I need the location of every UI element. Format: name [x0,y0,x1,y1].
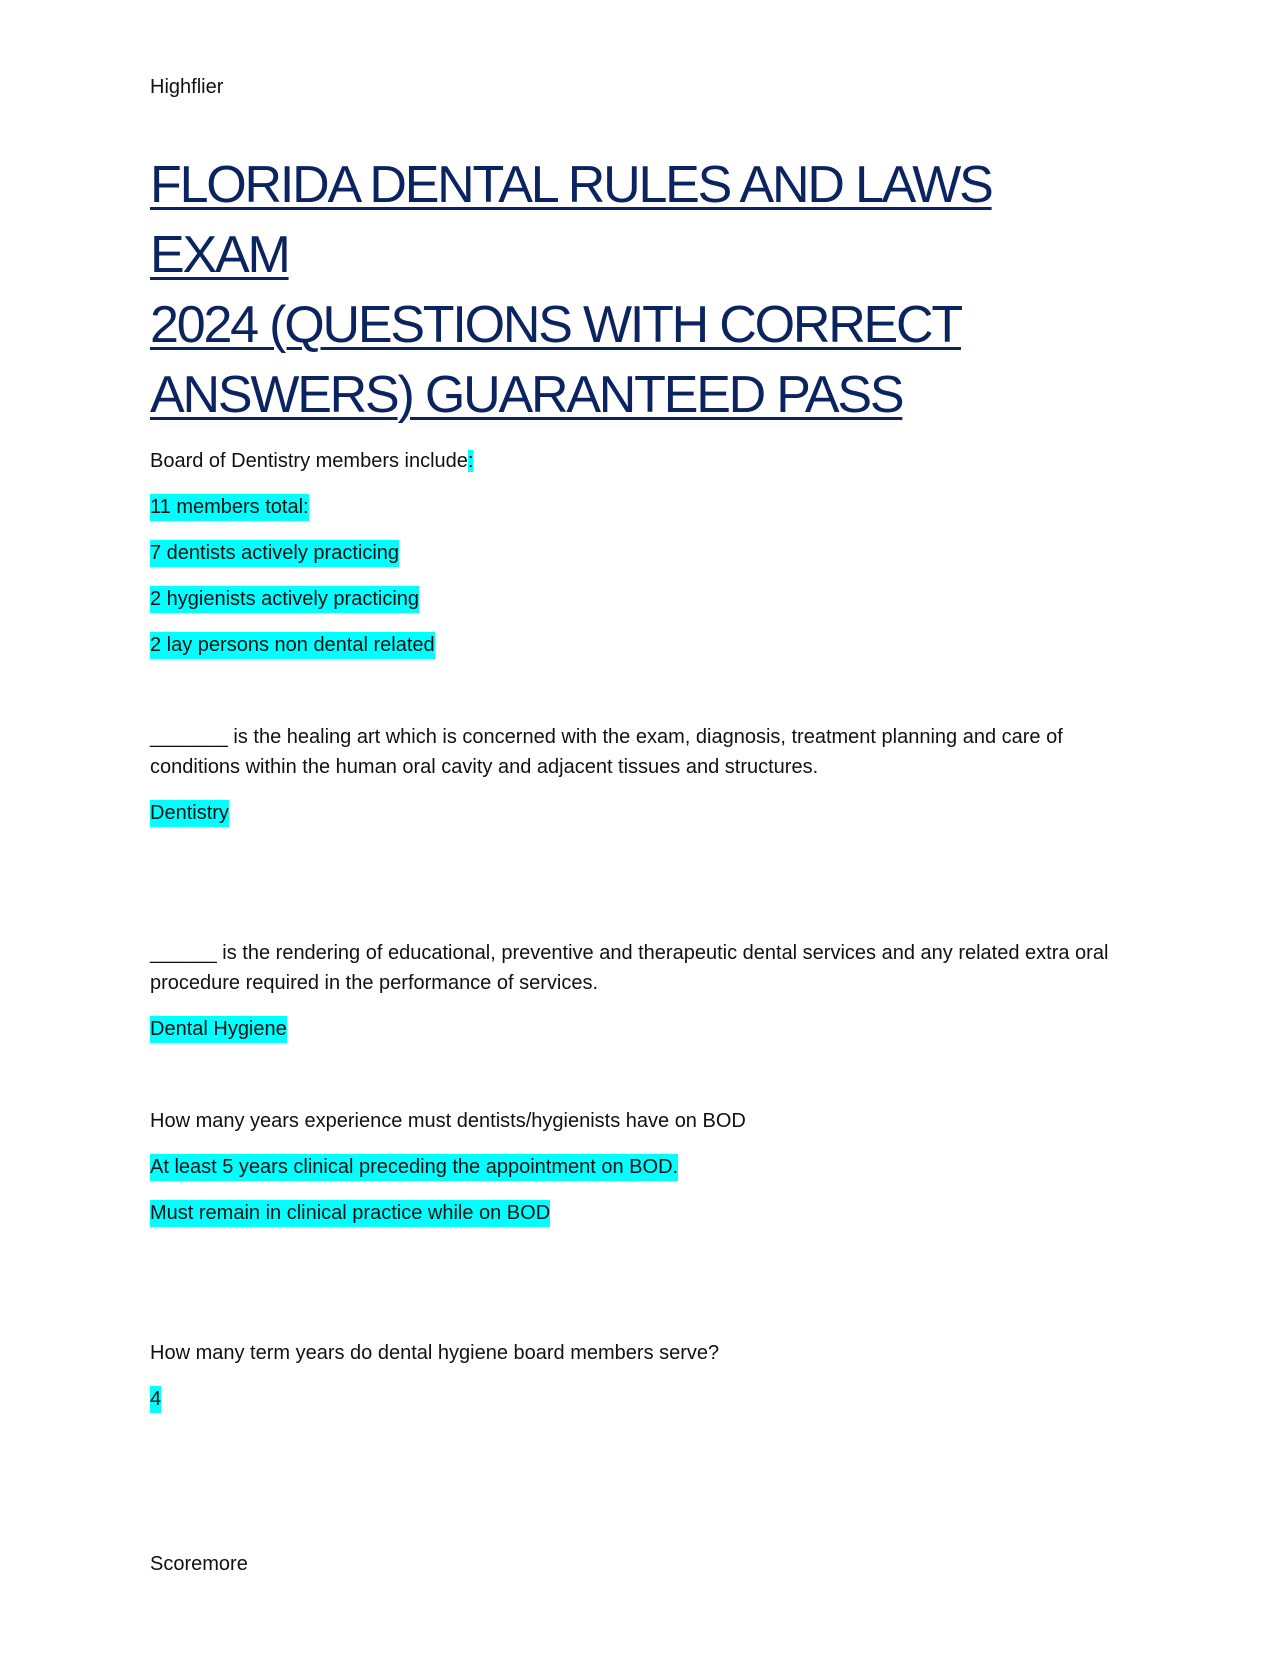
question-1 [150,446,473,476]
answer-3 [150,1014,287,1044]
answer-1-line-4 [150,630,435,660]
answer-highlight: Dentistry [150,800,229,827]
question-2: _______ is the healing art which is concerned with the exam, diagnosis, treatment planning and care of conditions within the human oral cavity and adjacent tissues and structures. [150,726,1063,778]
answer-highlight: 2 lay persons non dental related [150,632,435,659]
document-title [150,150,1110,430]
answer-highlight: 4 [150,1386,161,1413]
answer-highlight: 11 members total: [150,494,309,521]
title-line-2: 2024 (QUESTIONS WITH CORRECT [150,296,961,354]
title-line-1: FLORIDA DENTAL RULES AND LAWS EXAM [150,156,992,284]
answer-highlight: At least 5 years clinical preceding the appointment on BOD. [150,1154,678,1181]
question-4: How many years experience must dentists/hygienists have on BOD [150,1110,746,1132]
title-line-3: ANSWERS) GUARANTEED PASS [150,366,903,424]
question-3: ______ is the rendering of educational, preventive and therapeutic dental services and any related extra oral procedure required in the performance of services. [150,942,1109,994]
page-footer: Scoremore [150,1553,248,1575]
answer-5 [150,1384,161,1414]
question-1-suffix: : [467,450,474,472]
answer-highlight: 2 hygienists actively practicing [150,586,419,613]
answer-1-line-1 [150,492,309,522]
question-5: How many term years do dental hygiene board members serve? [150,1342,720,1364]
page-header: Highflier [150,76,224,98]
answer-1-line-2 [150,538,399,568]
question-1-text: Board of Dentistry members include [150,450,468,472]
answer-highlight: 7 dentists actively practicing [150,540,399,567]
answer-4-line-2 [150,1198,550,1228]
answer-highlight: Dental Hygiene [150,1016,287,1043]
answer-1-line-3 [150,584,419,614]
answer-2 [150,798,229,828]
answer-4-line-1 [150,1152,678,1182]
answer-highlight: Must remain in clinical practice while on BOD [150,1200,550,1227]
